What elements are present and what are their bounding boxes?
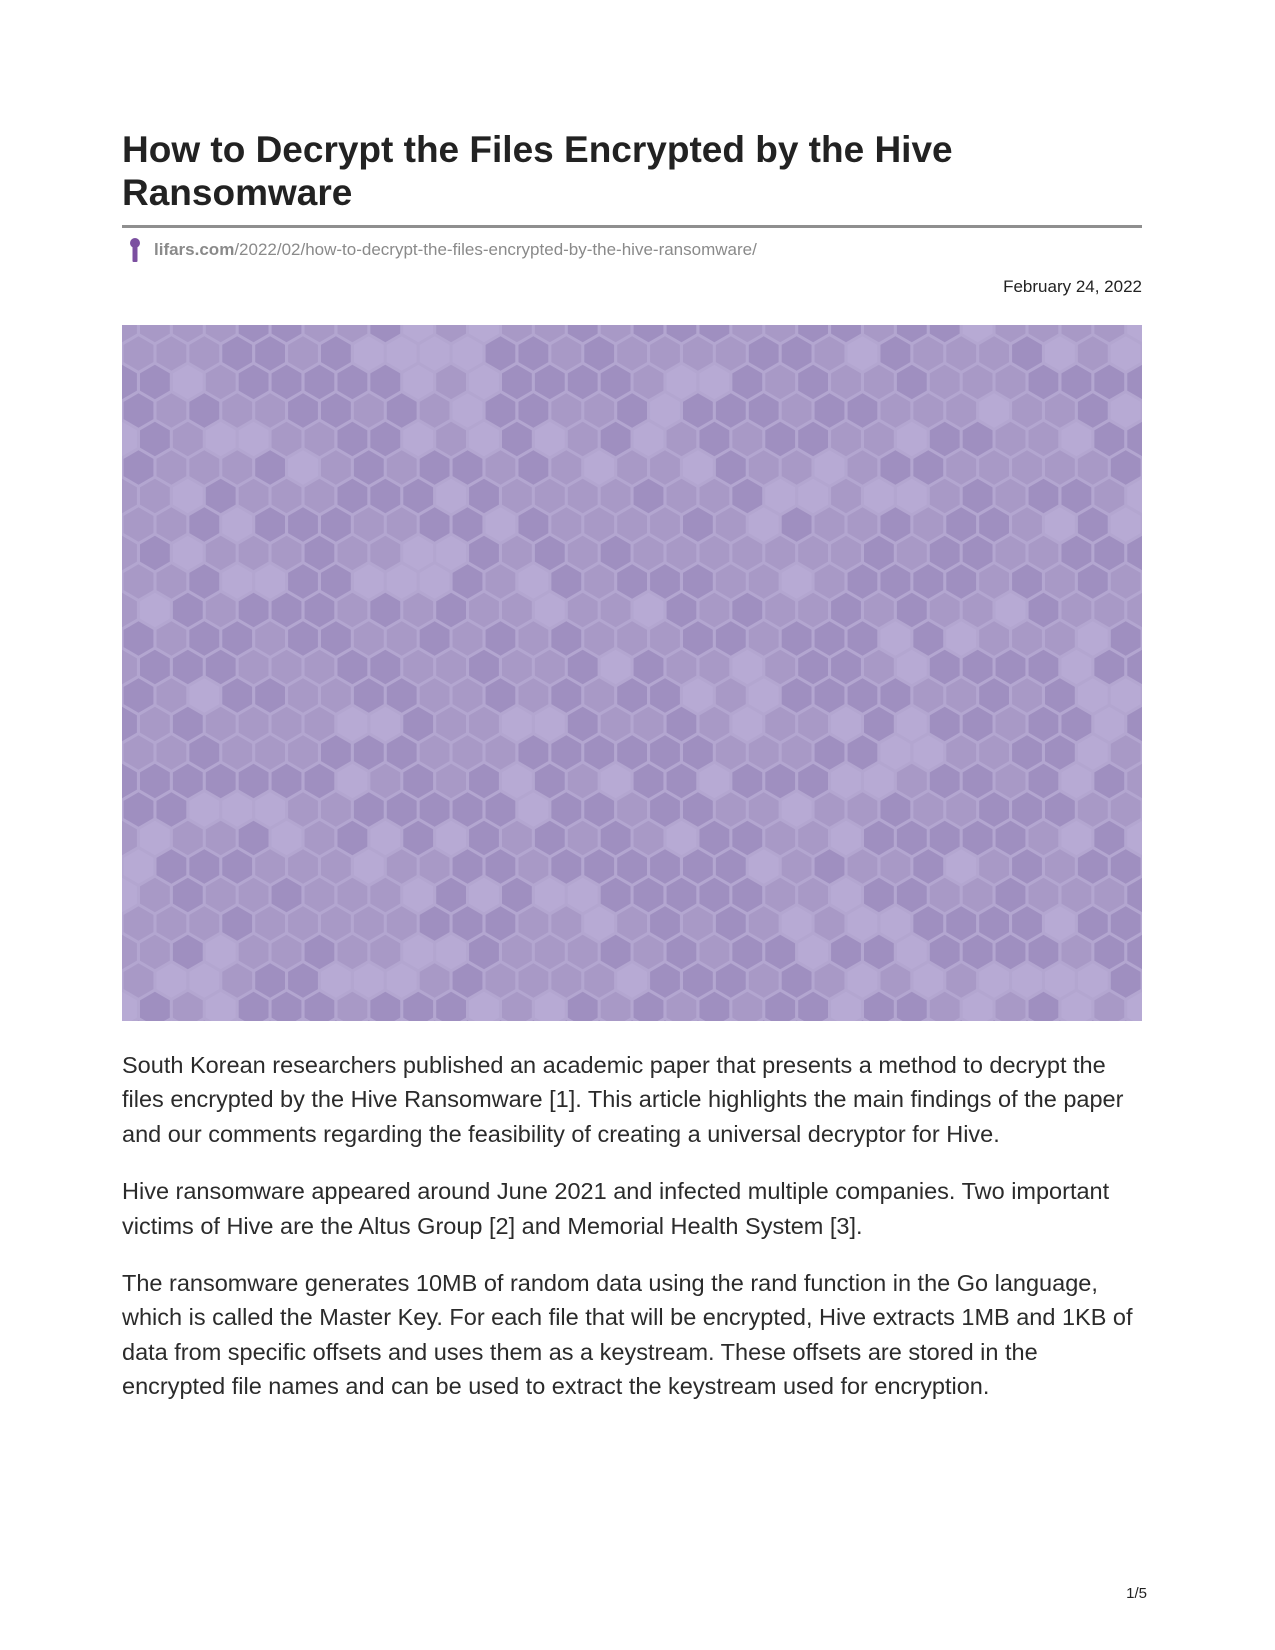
paragraph: The ransomware generates 10MB of random data using the rand function in the Go language, which is called the Master Key. For each file that will be encrypted, Hive extracts 1MB and 1KB of data from specific offsets and uses them as a keystream. These offsets are stored in the encrypted file names and can be used to extract the keystream used for encryption. [122,1270,1133,1400]
source-url[interactable] [122,237,757,263]
paragraph: South Korean researchers published an academic paper that presents a method to decrypt the files encrypted by the Hive Ransomware [1]. This article highlights the main findings of the paper and our comments regarding the feasibility of creating a universal decryptor for Hive. [122,1052,1124,1147]
hero-image [122,325,1142,1021]
page-title: How to Decrypt the Files Encrypted by the Hive Ransomware [122,129,953,213]
source-domain[interactable]: lifars.com [154,240,235,259]
pin-icon [128,238,142,262]
paragraph: Hive ransomware appeared around June 2021 and infected multiple companies. Two important victims of Hive are the Altus Group [2] and Memorial Health System [3]. [122,1178,1110,1239]
source-path[interactable]: /2022/02/how-to-decrypt-the-files-encrypted-by-the-hive-ransomware/ [234,240,757,259]
publish-date: February 24, 2022 [1003,277,1142,296]
article-body [122,1048,1142,1427]
page-number: 1/5 [1126,1585,1147,1602]
title-divider [122,225,1142,228]
